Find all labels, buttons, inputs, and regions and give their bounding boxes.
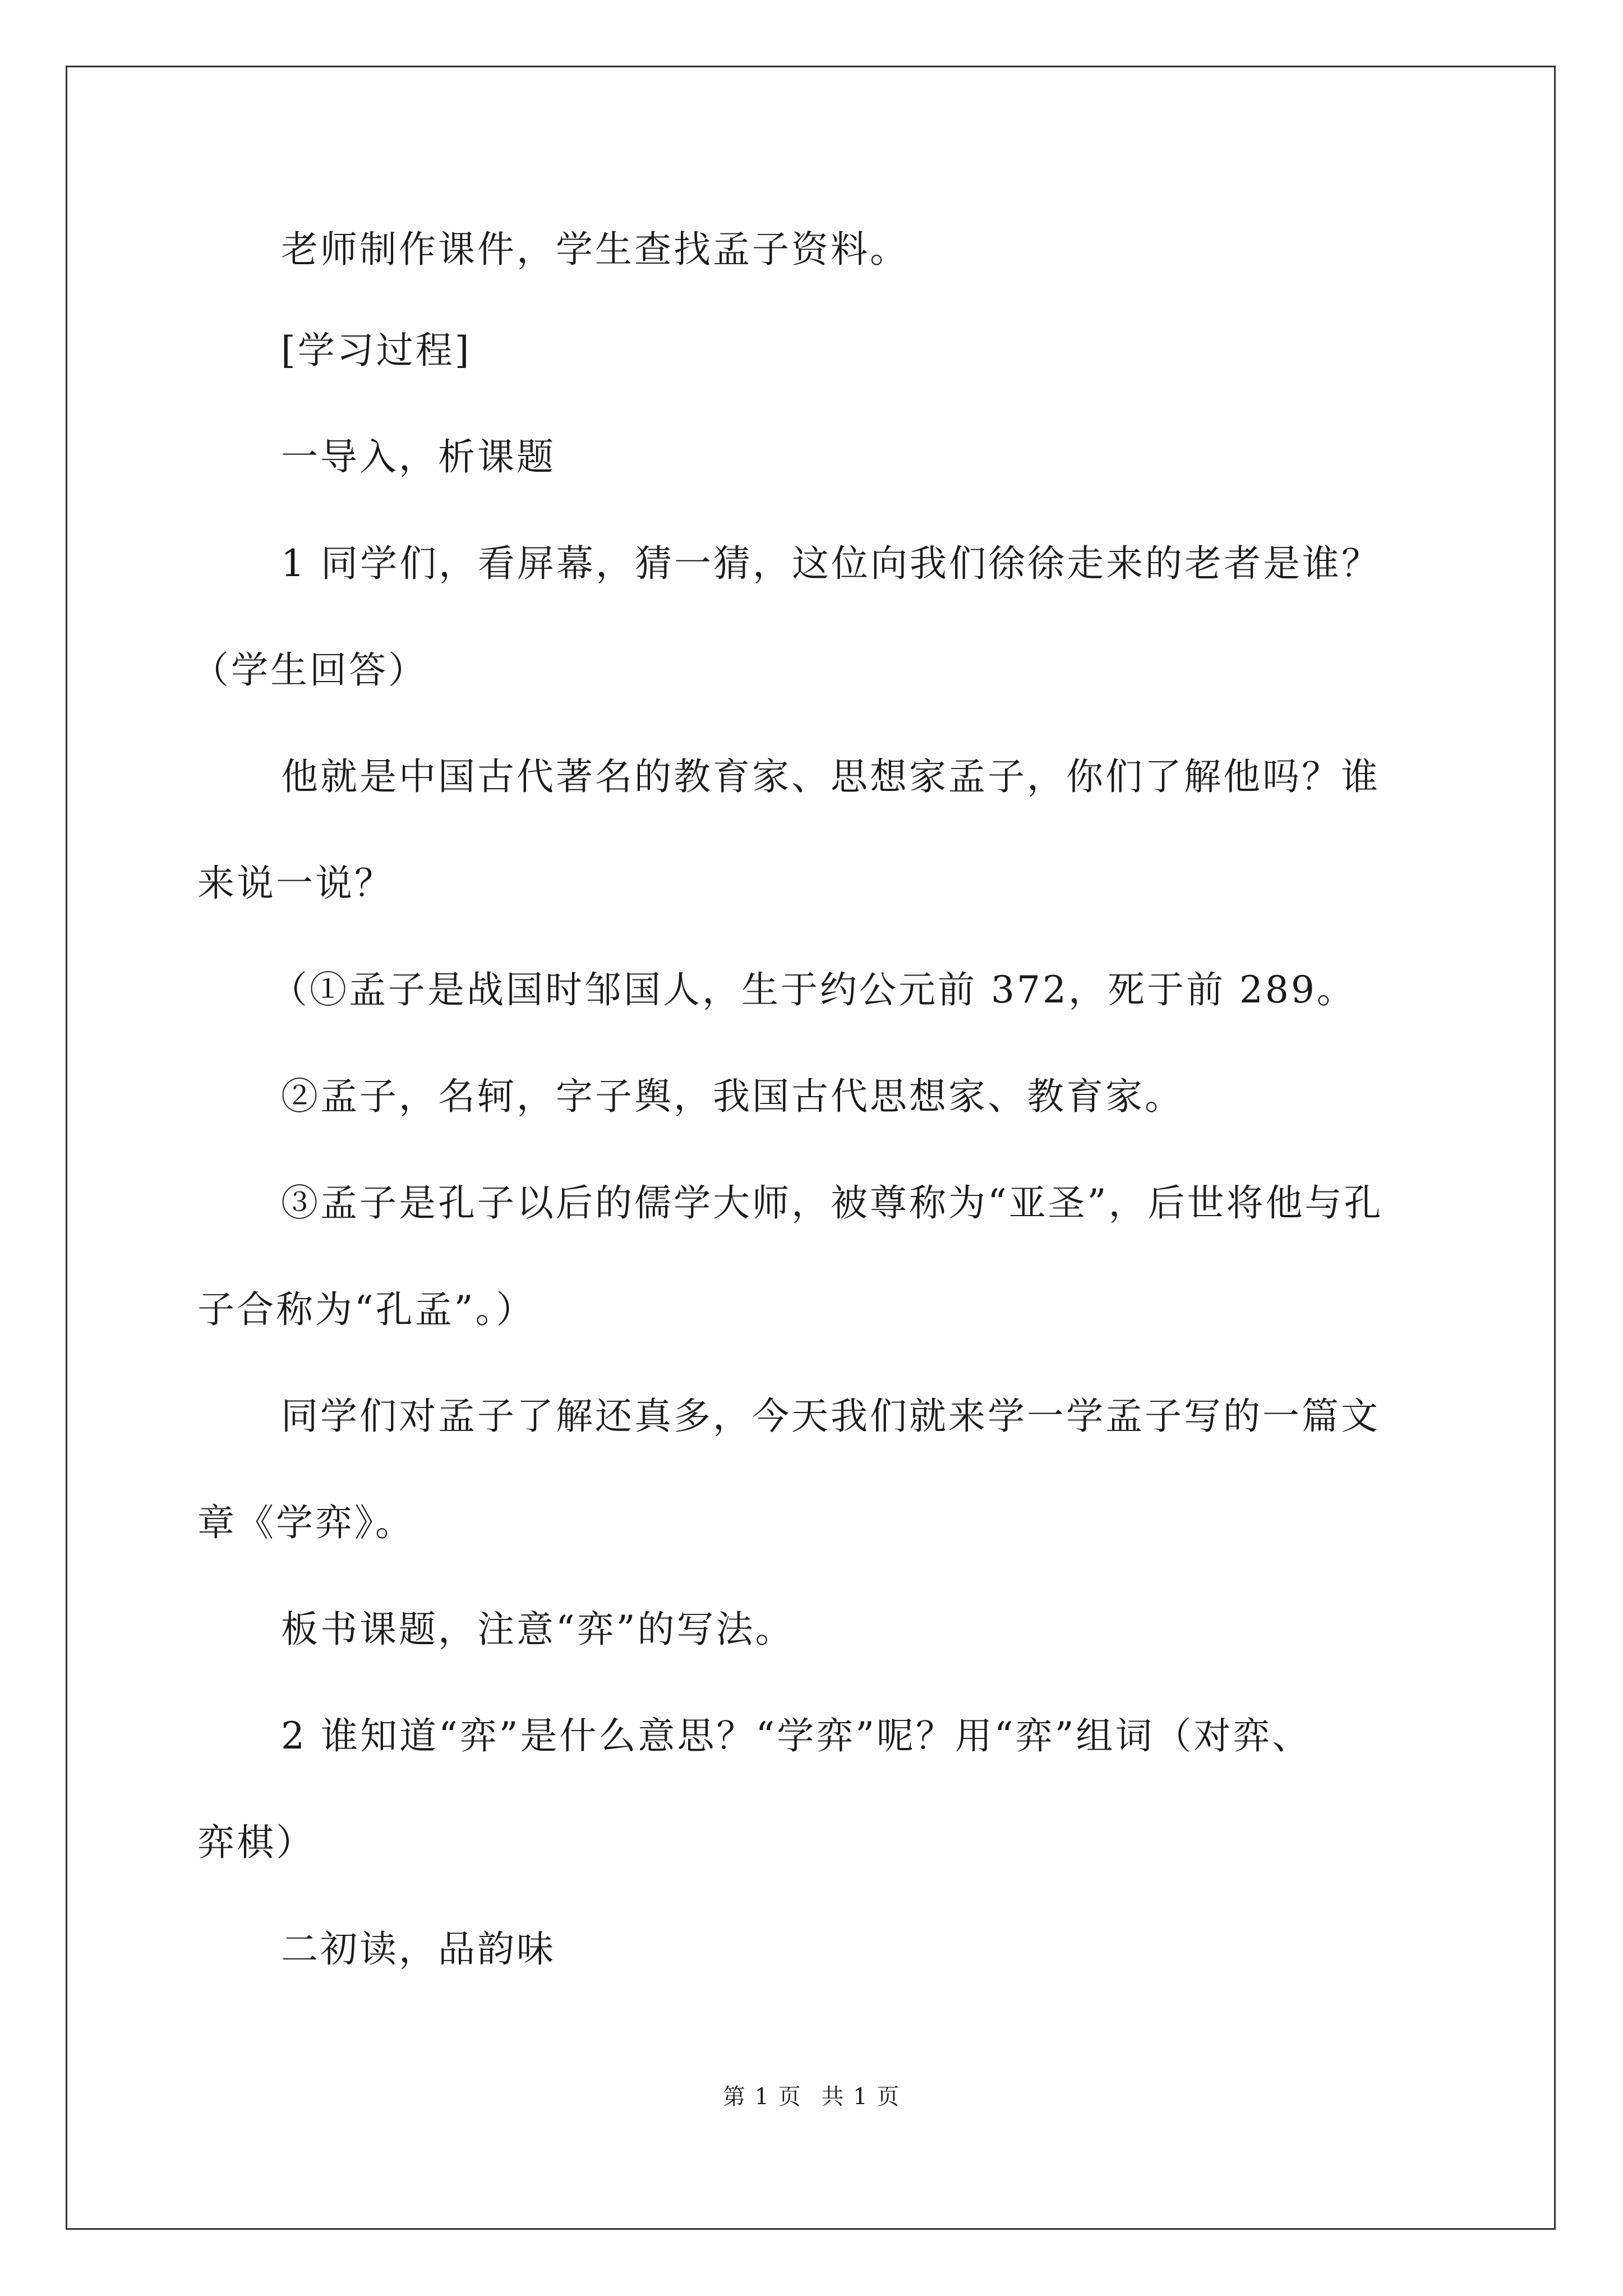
page-total: 共 1 页 — [821, 2084, 901, 2110]
section-heading: 二初读，品韵味 — [281, 1927, 556, 1971]
paragraph-line: 弈棋） — [197, 1821, 315, 1864]
section-heading: [学习过程] — [281, 329, 472, 372]
paragraph-line: （①孟子是战国时邹国人，生于约公元前 372，死于前 289。 — [270, 968, 1356, 1011]
page-footer — [0, 2080, 1623, 2114]
paragraph-line: ②孟子，名轲，字子舆，我国古代思想家、教育家。 — [281, 1075, 1184, 1118]
paragraph-line: 来说一说？ — [197, 862, 394, 905]
paragraph-line: 1 同学们，看屏幕，猜一猜，这位向我们徐徐走来的老者是谁？ — [281, 542, 1381, 585]
page-border — [66, 66, 1556, 2230]
paragraph-line: 子合称为“孔孟”。） — [197, 1288, 536, 1331]
paragraph-line: 他就是中国古代著名的教育家、思想家孟子，你们了解他吗？谁 — [281, 755, 1380, 798]
paragraph-line: 板书课题，注意“弈”的写法。 — [281, 1608, 795, 1651]
section-heading: 一导入，析课题 — [281, 435, 556, 478]
paragraph-line: 老师制作课件，学生查找孟子资料。 — [281, 228, 909, 271]
paragraph-line: ③孟子是孔子以后的儒学大师，被尊称为“亚圣”，后世将他与孔 — [281, 1181, 1384, 1225]
paragraph-line: 同学们对孟子了解还真多，今天我们就来学一学孟子写的一篇文 — [281, 1395, 1380, 1438]
page-number: 第 1 页 — [722, 2084, 802, 2110]
paragraph-line: 2 谁知道“弈”是什么意思？“学弈”呢？用“弈”组词（对弈、 — [281, 1714, 1312, 1757]
paragraph-line: 章《学弈》。 — [197, 1501, 414, 1544]
paragraph-line: （学生回答） — [192, 648, 427, 692]
